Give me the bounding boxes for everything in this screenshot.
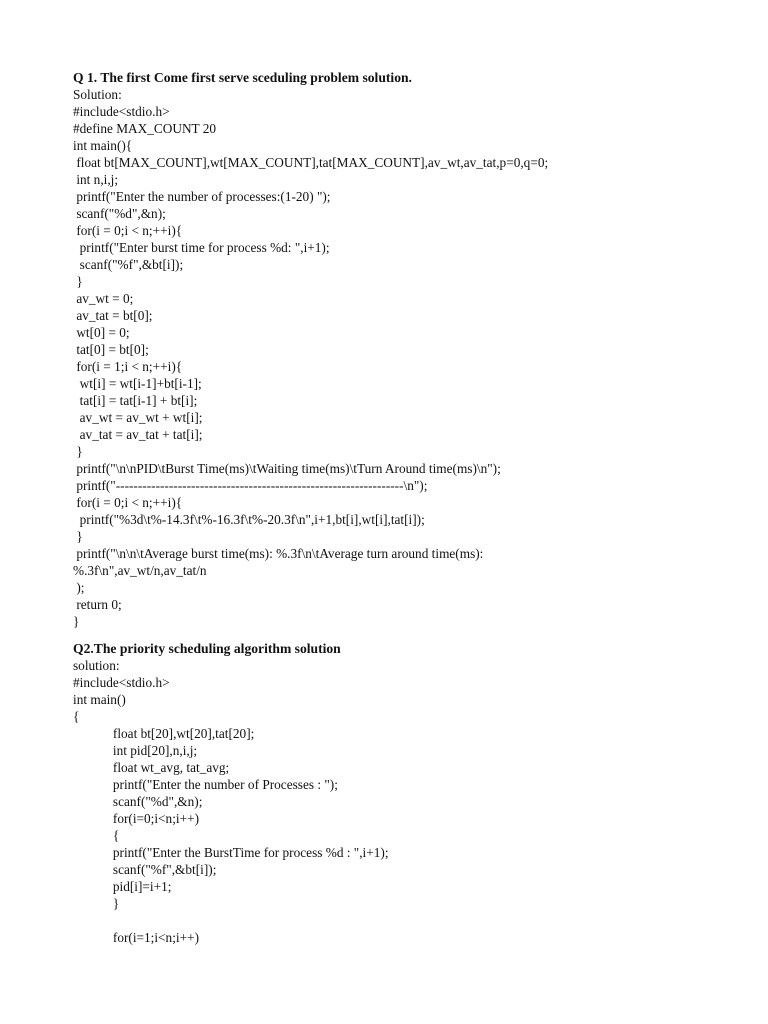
code-line: #define MAX_COUNT 20: [73, 121, 217, 136]
code-line: av_wt = av_wt + wt[i];: [73, 410, 203, 425]
code-line: %.3f\n",av_wt/n,av_tat/n: [73, 563, 207, 578]
code-line: float wt_avg, tat_avg;: [73, 760, 230, 775]
code-line: for(i = 0;i < n;++i){: [73, 495, 183, 510]
code-line: );: [73, 580, 85, 595]
code-line: int main(){: [73, 138, 133, 153]
code-line: {: [73, 828, 120, 843]
code-line: for(i=1;i<n;i++): [73, 930, 200, 945]
code-line: for(i=0;i<n;i++): [73, 811, 200, 826]
code-line: printf("Enter the BurstTime for process %d : ",i+1);: [73, 845, 389, 860]
code-line: }: [73, 529, 83, 544]
code-line: av_tat = bt[0];: [73, 308, 153, 323]
code-line: printf("-----------------------------------------------------------------\n");: [73, 478, 428, 493]
code-line: Solution:: [73, 87, 122, 102]
code-line: [73, 912, 713, 929]
code-line: solution:: [73, 658, 120, 673]
code-line: printf("%3d\t%-14.3f\t%-16.3f\t%-20.3f\n",i+1,bt[i],wt[i],tat[i]);: [73, 512, 425, 527]
code-line: }: [73, 274, 83, 289]
q1-section: [73, 69, 713, 630]
code-line: scanf("%f",&bt[i]);: [73, 257, 184, 272]
code-line: av_wt = 0;: [73, 291, 134, 306]
q1-heading: Q 1. The first Come first serve sceduling problem solution.: [73, 70, 412, 85]
q2-heading: Q2.The priority scheduling algorithm solution: [73, 641, 341, 656]
code-line: printf("\n\nPID\tBurst Time(ms)\tWaiting time(ms)\tTurn Around time(ms)\n");: [73, 461, 501, 476]
code-line: return 0;: [73, 597, 122, 612]
code-line: for(i = 0;i < n;++i){: [73, 223, 183, 238]
code-line: scanf("%f",&bt[i]);: [73, 862, 217, 877]
code-line: scanf("%d",&n);: [73, 206, 166, 221]
code-line: for(i = 1;i < n;++i){: [73, 359, 183, 374]
code-line: tat[0] = bt[0];: [73, 342, 149, 357]
code-line: av_tat = av_tat + tat[i];: [73, 427, 203, 442]
code-line: float bt[MAX_COUNT],wt[MAX_COUNT],tat[MAX_COUNT],av_wt,av_tat,p=0,q=0;: [73, 155, 549, 170]
code-line: scanf("%d",&n);: [73, 794, 203, 809]
code-line: int n,i,j;: [73, 172, 119, 187]
q1-code-block: [73, 86, 713, 630]
code-line: }: [73, 444, 83, 459]
code-line: float bt[20],wt[20],tat[20];: [73, 726, 255, 741]
code-line: int pid[20],n,i,j;: [73, 743, 198, 758]
code-line: pid[i]=i+1;: [73, 879, 172, 894]
code-line: wt[0] = 0;: [73, 325, 130, 340]
q2-section: [73, 640, 713, 946]
code-line: printf("Enter burst time for process %d: ",i+1);: [73, 240, 330, 255]
q2-code-block: [73, 657, 713, 946]
code-line: }: [73, 614, 80, 629]
code-line: #include<stdio.h>: [73, 675, 170, 690]
code-line: printf("\n\n\tAverage burst time(ms): %.3f\n\tAverage turn around time(ms):: [73, 546, 484, 561]
code-line: int main(): [73, 692, 126, 707]
code-line: #include<stdio.h>: [73, 104, 170, 119]
code-line: printf("Enter the number of Processes : ");: [73, 777, 338, 792]
code-line: {: [73, 709, 80, 724]
code-line: wt[i] = wt[i-1]+bt[i-1];: [73, 376, 202, 391]
code-line: }: [73, 896, 120, 911]
code-line: tat[i] = tat[i-1] + bt[i];: [73, 393, 198, 408]
code-line: printf("Enter the number of processes:(1-20) ");: [73, 189, 331, 204]
